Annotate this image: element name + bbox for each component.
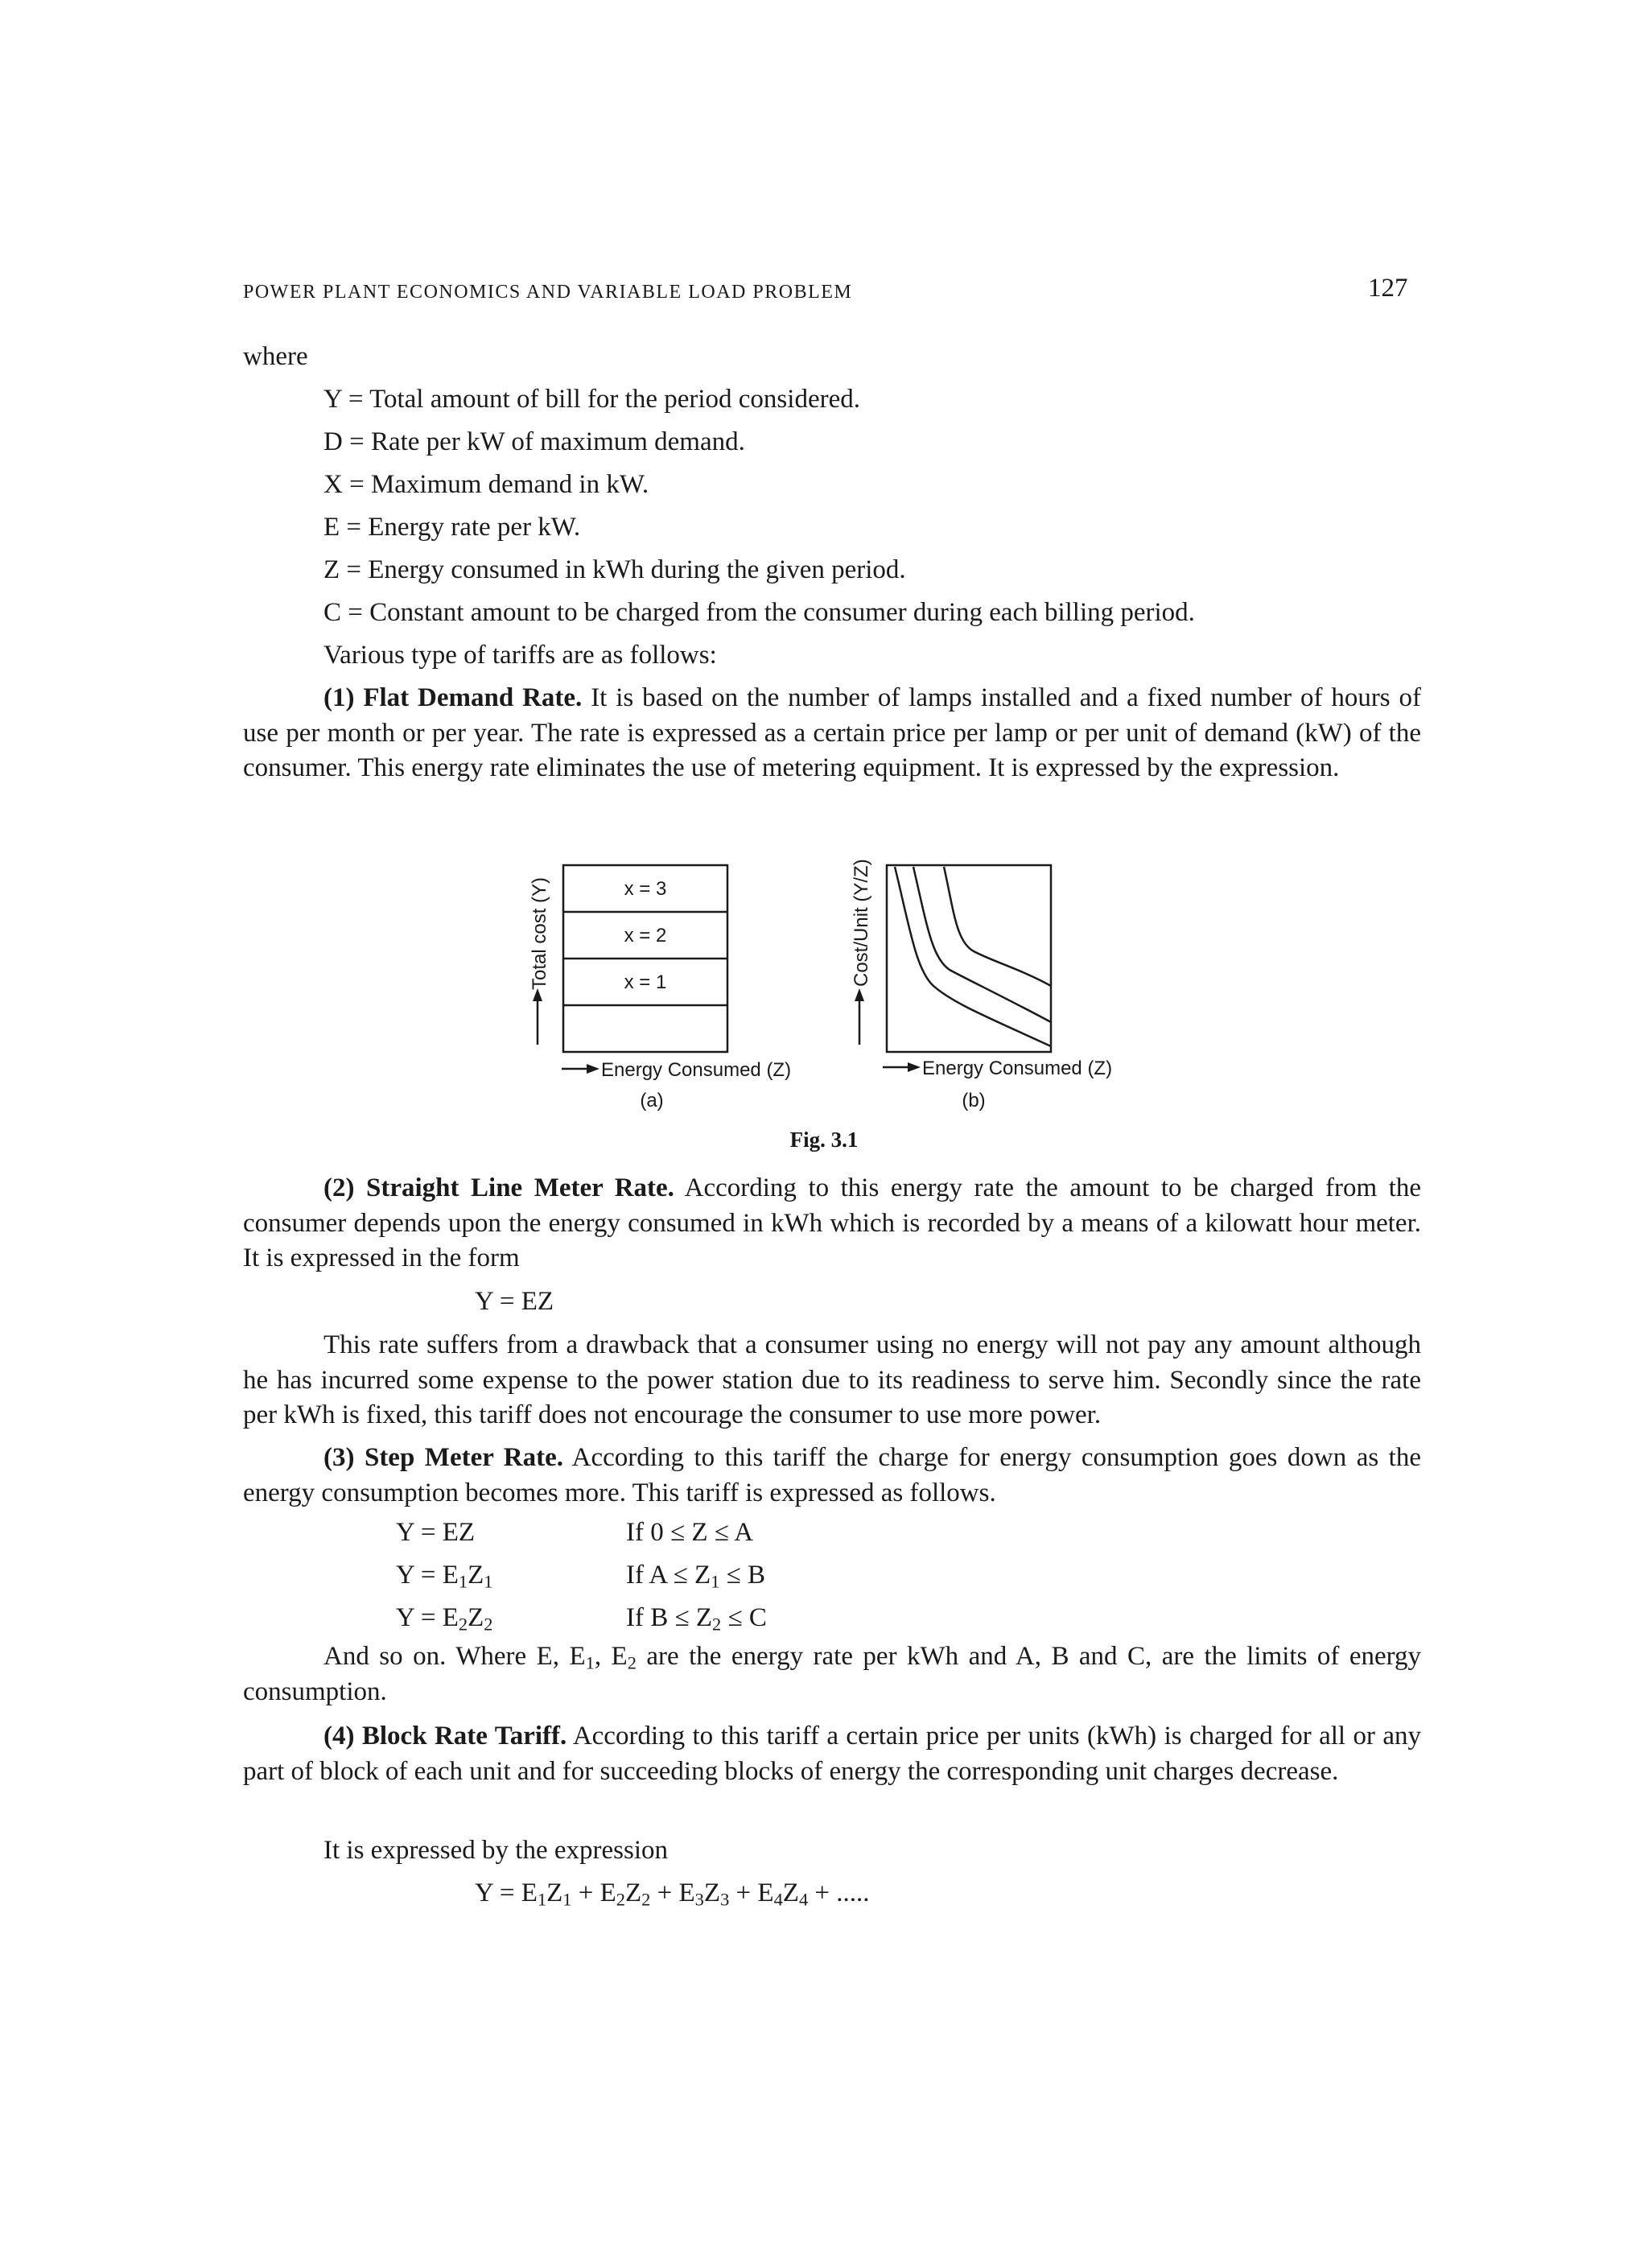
- cost-unit-chart-frame: [887, 865, 1051, 1052]
- cost-unit-curve: [913, 867, 1051, 1022]
- tariff-intro: Various type of tariffs are as follows:: [323, 641, 717, 670]
- formula-y-ez: Y = EZ: [475, 1287, 554, 1316]
- definition-d: D = Rate per kW of maximum demand.: [323, 427, 745, 456]
- x-axis-label-b: Energy Consumed (Z): [922, 1058, 1113, 1079]
- section-heading: (1) Flat Demand Rate.: [323, 683, 583, 712]
- formula-block-rate: $Y = E_1Z_1 + E_2Z_2 + E_3Z_3 + E_4Z_4$ + .....: [475, 1878, 870, 1910]
- arrow-head: [855, 988, 864, 1001]
- step-row-2-condition: If $A \le Z_1 \le B$: [626, 1561, 766, 1592]
- running-title: POWER PLANT ECONOMICS AND VARIABLE LOAD PROBLEM: [243, 282, 853, 303]
- block-rate-intro: It is expressed by the expression: [323, 1836, 668, 1865]
- step-row-3-formula: $Y = E_2Z_2$: [396, 1603, 493, 1635]
- section-text: According to this energy rate the amount to be charged from the consumer depends upon the energy consumed in kWh which is recorded by a means of a kilowatt hour meter. It is expressed in the form: [243, 1173, 1422, 1272]
- where-label: where: [243, 342, 308, 371]
- page-number: 127: [1368, 274, 1408, 303]
- cost-unit-curve: [895, 867, 1051, 1046]
- section-heading: (3) Step Meter Rate.: [323, 1443, 563, 1472]
- arrow-head: [587, 1064, 599, 1074]
- section-drawback-text: This rate suffers from a drawback that a consumer using no energy will not pay any amount although he has incurred some expense to the power station due to its readiness to serve him. Secondly since the rate per kWh is fixed, this tariff does not encourage the consumer to use more power.: [243, 1330, 1421, 1429]
- section-heading: (2) Straight Line Meter Rate.: [323, 1173, 674, 1202]
- section-straight-line-meter-rate: [243, 1171, 1421, 1276]
- section-heading: (4) Block Rate Tariff.: [323, 1722, 567, 1750]
- subfigure-tag-b: (b): [962, 1090, 986, 1111]
- section-block-rate-tariff: [243, 1719, 1421, 1789]
- section-text: According to this tariff the charge for energy consumption goes down as the energy consumption becomes more. This tariff is expressed as follows.: [243, 1443, 1421, 1507]
- definition-z: Z = Energy consumed in kWh during the given period.: [323, 555, 906, 584]
- step-row-2-formula: $Y = E_1Z_1$: [396, 1561, 493, 1592]
- subfigure-tag-a: (a): [640, 1090, 664, 1111]
- step-label-x3: x = 3: [624, 878, 667, 900]
- arrow-head: [908, 1062, 921, 1072]
- step-label-x2: x = 2: [624, 925, 667, 946]
- step-label-x1: x = 1: [624, 971, 667, 993]
- section-step-meter-rate: [243, 1441, 1421, 1511]
- definition-e: E = Energy rate per kW.: [323, 513, 581, 542]
- figure-caption: Fig. 3.1: [789, 1128, 859, 1152]
- step-row-1-condition: If 0 ≤ Z ≤ A: [626, 1518, 754, 1547]
- definition-y: Y = Total amount of bill for the period considered.: [323, 385, 860, 414]
- y-axis-label-b: Cost/Unit (Y/Z): [851, 859, 872, 987]
- cost-unit-curve: [944, 867, 1051, 986]
- step-row-3-condition: If $B \le Z_2 \le C$: [626, 1603, 767, 1635]
- section-step-meter-limits: And so on. Where E, $E_1$, $E_2$ are the energy rate per kWh and A, B and C, are the limits of energy consumption.: [243, 1642, 1422, 1706]
- definition-x: X = Maximum demand in kW.: [323, 470, 649, 499]
- section-text: According to this tariff a certain price per units (kWh) is charged for all or any part of block of each unit and for succeeding blocks of energy the corresponding unit charges decrease.: [243, 1722, 1421, 1786]
- step-row-1-formula: Y = EZ: [396, 1518, 476, 1547]
- section-text: It is based on the number of lamps installed and a fixed number of hours of use per month or per year. The rate is expressed as a certain price per lamp or per unit of demand (kW) of the consumer. This energy rate eliminates the use of metering equipment. It is expressed by the expression.: [243, 683, 1422, 782]
- definition-c: C = Constant amount to be charged from the consumer during each billing period.: [323, 598, 1195, 627]
- x-axis-label-a: Energy Consumed (Z): [601, 1059, 792, 1081]
- y-axis-label-a: Total cost (Y): [529, 876, 550, 990]
